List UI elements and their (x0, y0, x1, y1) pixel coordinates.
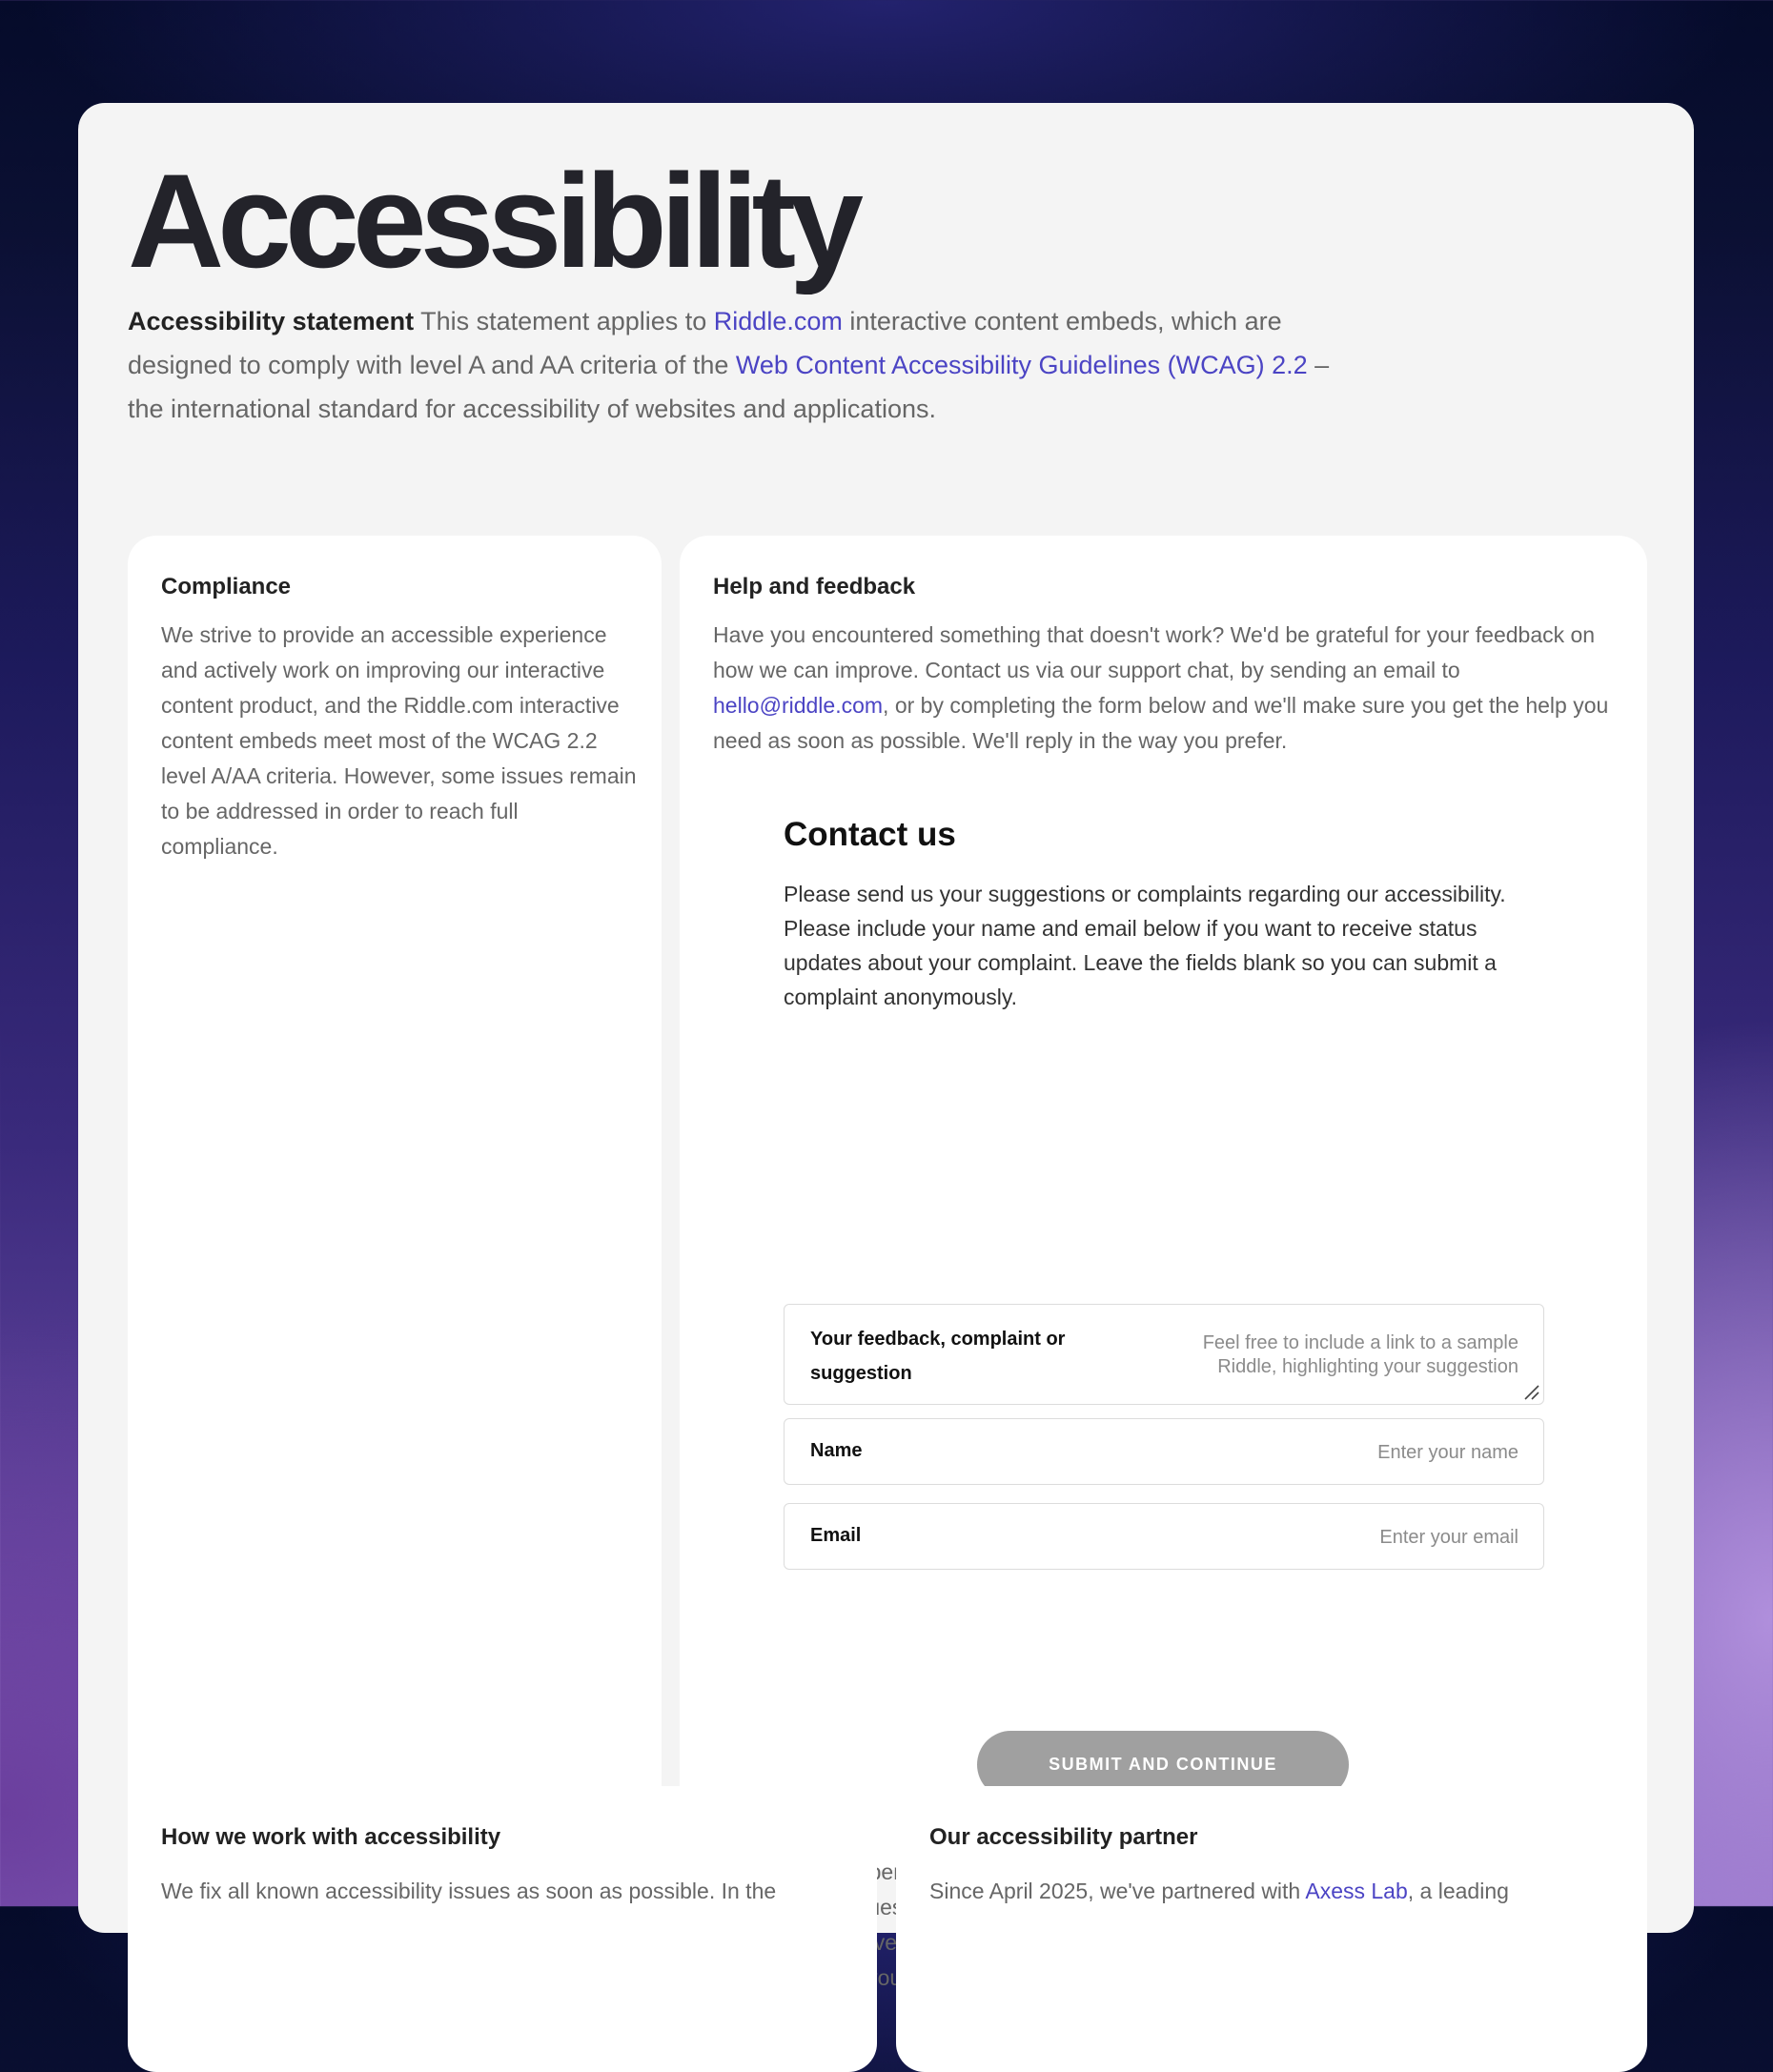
contact-description: Please send us your suggestions or complaints regarding our accessibility. Please include your name and email below if you want to receive status updates about your complaint. Leave the fields blank so you can submit a complaint anonymously. (784, 882, 1506, 1009)
partner-text (929, 1874, 1625, 1909)
how-text: We fix all known accessibility issues as soon as possible. In the (161, 1879, 777, 1903)
resize-handle-icon[interactable] (1521, 1382, 1540, 1401)
compliance-text: We strive to provide an accessible experience and actively work on improving our interactive content product, and the Riddle.com interactive content embeds meet most of the WCAG 2.2 level A/AA criteria. However, some issues remain to be addressed in order to reach full compliance. (161, 622, 637, 859)
page-title: Accessibility (128, 146, 857, 295)
how-we-work-panel (128, 1786, 877, 2072)
feedback-label: Your feedback, complaint or suggestion (810, 1329, 1066, 1384)
wcag-link[interactable]: Web Content Accessibility Guidelines (WCAG) 2.2 (735, 351, 1308, 379)
partner-text-2: , a leading (1407, 1879, 1509, 1903)
partner-panel (896, 1786, 1647, 2072)
intro-text-3: – the international standard for accessibility of websites and applications. (128, 351, 1330, 423)
compliance-heading: Compliance (161, 574, 292, 599)
partner-heading: Our accessibility partner (929, 1824, 1198, 1850)
compliance-panel (128, 536, 662, 1870)
partner-text-1: Since April 2025, we've partnered with (929, 1879, 1306, 1903)
name-placeholder[interactable]: Enter your name (1377, 1442, 1518, 1463)
riddle-link[interactable]: Riddle.com (713, 307, 843, 335)
help-text-1: Have you encountered something that doesn't work? We'd be grateful for your feedback on how we can improve. Contact us via our support chat, by sending an email to (713, 622, 1596, 682)
axess-lab-link[interactable]: Axess Lab (1305, 1879, 1408, 1903)
intro-lead: Accessibility statement (128, 307, 415, 335)
submit-and-continue-button[interactable]: SUBMIT AND CONTINUE (977, 1731, 1349, 1798)
support-hours-text: open requests (836, 1859, 921, 1920)
help-text (713, 618, 1619, 759)
name-field[interactable] (784, 1418, 1544, 1485)
contact-form (784, 812, 1546, 1774)
intro-text-1: This statement applies to (414, 307, 714, 335)
feedback-placeholder[interactable]: Feel free to include a link to a sample Riddle, highlighting your suggestion (1202, 1332, 1518, 1377)
support-email-link[interactable]: hello@riddle.com (713, 693, 884, 718)
contact-title: Contact us (784, 816, 956, 853)
how-heading: How we work with accessibility (161, 1824, 501, 1850)
complaint-agency-text: your (866, 1965, 909, 1990)
intro-text-2: interactive content embeds, which are designed to comply with level A and AA criteria of the (128, 307, 1282, 379)
help-heading: Help and feedback (713, 574, 916, 599)
help-text-2: , or by completing the form below and we'll make sure you get the help you need as soon as possible. We'll reply in the way you prefer. (713, 693, 1609, 753)
intro-statement (128, 299, 1357, 431)
email-placeholder[interactable]: Enter your email (1379, 1527, 1518, 1548)
feedback-field[interactable] (784, 1304, 1544, 1405)
main-card (78, 103, 1694, 1990)
name-label: Name (810, 1440, 863, 1461)
email-label: Email (810, 1525, 862, 1546)
email-field[interactable] (784, 1503, 1544, 1570)
